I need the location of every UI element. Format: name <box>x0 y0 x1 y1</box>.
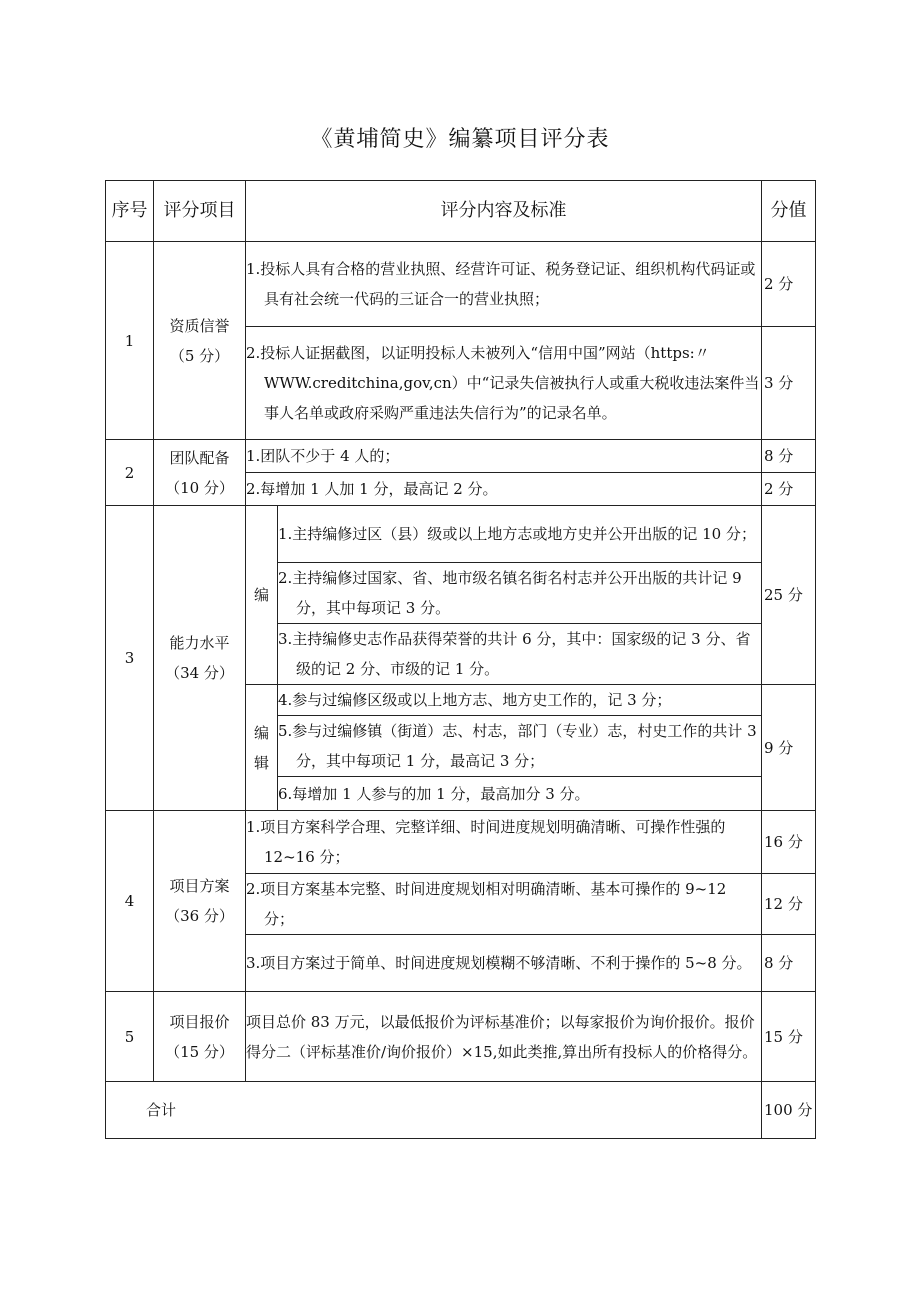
table-row <box>106 242 816 327</box>
criterion <box>278 563 761 624</box>
criterion <box>278 777 761 811</box>
scoring-table <box>105 180 816 1139</box>
header-score: 分值 <box>762 181 816 242</box>
table-row <box>106 811 816 874</box>
criterion-score: 2 分 <box>762 242 816 327</box>
row-number: 2 <box>106 440 154 506</box>
criterion <box>246 874 762 935</box>
item-points: （36 分） <box>165 907 234 925</box>
criterion <box>246 242 762 327</box>
page-title: 《黄埔简史》编纂项目评分表 <box>310 127 610 152</box>
criterion-text: 5.参与过编修镇（街道）志、村志，部门（专业）志，村史工作的共计 3 分，其中每项记 1 分，最高记 3 分； <box>278 722 757 770</box>
criterion-text: 2.每增加 1 人加 1 分，最高记 2 分。 <box>246 480 498 498</box>
subgroup-criteria <box>278 506 762 685</box>
subgroup-criteria <box>278 685 762 811</box>
criterion <box>246 440 762 473</box>
scoring-item <box>154 506 246 811</box>
criterion-text: 1.主持编修过区（县）级或以上地方志或地方史并公开出版的记 10 分； <box>278 525 756 543</box>
criterion-score: 2 分 <box>762 473 816 506</box>
total-score: 100 分 <box>762 1082 816 1139</box>
item-points: （15 分） <box>165 1042 234 1061</box>
criterion-text: 1.项目方案科学合理、完整详细、时间进度规划明确清晰、可操作性强的 12~16 分； <box>246 818 726 866</box>
header-no: 序号 <box>106 181 154 242</box>
criterion <box>246 327 762 440</box>
item-points: （34 分） <box>165 664 234 682</box>
criterion-score: 12 分 <box>762 874 816 935</box>
criterion-score: 8 分 <box>762 440 816 473</box>
criterion-text: 2.主持编修过国家、省、地市级名镇名街名村志并公开出版的共计记 9 分，其中每项记 3 分。 <box>278 569 742 617</box>
subgroup-label: 编 <box>246 506 278 685</box>
criterion-text: 1.投标人具有合格的营业执照、经营许可证、税务登记证、组织机构代码证或具有社会统一代码的三证合一的营业执照； <box>246 260 756 308</box>
criterion-text: 2.项目方案基本完整、时间进度规划相对明确清晰、基本可操作的 9~12 分； <box>246 880 727 928</box>
criterion-text: 项目总价 83 万元，以最低报价为评标基准价；以每家报价为询价报价。报价得分二（评标基准价/询价报价）×15,如此类推,算出所有投标人的价格得分。 <box>246 1012 758 1061</box>
total-label: 合计 <box>106 1082 762 1139</box>
criterion-score: 9 分 <box>762 685 816 811</box>
scoring-item <box>154 440 246 506</box>
row-number: 3 <box>106 506 154 811</box>
subgroup-label-text: 编辑 <box>254 723 270 772</box>
table-row <box>106 506 816 685</box>
header-content: 评分内容及标准 <box>246 181 762 242</box>
table-row <box>106 992 816 1082</box>
criterion-text: 4.参与过编修区级或以上地方志、地方史工作的，记 3 分； <box>278 691 672 709</box>
criterion-text: 3.主持编修史志作品获得荣誉的共计 6 分，其中：国家级的记 3 分、省级的记 2 分、市级的记 1 分。 <box>278 630 751 678</box>
criterion-text: 3.项目方案过于简单、时间进度规划模糊不够清晰、不利于操作的 5~8 分。 <box>246 954 752 972</box>
scoring-item <box>154 811 246 992</box>
criterion-text: 2.投标人证据截图，以证明投标人未被列入“信用中国”网站（https:〃WWW.creditchina,gov,cn）中“记录失信被执行人或重大税收违法案件当事人名单或政府采购严重违法失信行为”的记录名单。 <box>246 344 760 422</box>
row-number: 1 <box>106 242 154 440</box>
item-points: （10 分） <box>165 478 234 497</box>
header-item: 评分项目 <box>154 181 246 242</box>
total-row <box>106 1082 816 1139</box>
criterion <box>278 624 761 685</box>
row-number: 5 <box>106 992 154 1082</box>
subgroup-label <box>246 685 278 811</box>
criterion <box>246 935 762 992</box>
table-row <box>106 440 816 473</box>
criterion-text: 1.团队不少于 4 人的； <box>246 447 400 465</box>
item-name: 项目方案 <box>169 877 230 895</box>
item-name: 项目报价 <box>169 1012 230 1031</box>
scoring-item <box>154 242 246 440</box>
criterion <box>278 716 761 777</box>
item-name: 团队配备 <box>169 448 230 467</box>
criterion-score: 15 分 <box>762 992 816 1082</box>
criterion-score: 16 分 <box>762 811 816 874</box>
row-number: 4 <box>106 811 154 992</box>
criterion <box>278 506 761 563</box>
header-row <box>106 181 816 242</box>
item-name: 资质信誉 <box>169 316 230 335</box>
criterion-text: 6.每增加 1 人参与的加 1 分，最高加分 3 分。 <box>278 784 590 803</box>
criterion-score: 8 分 <box>762 935 816 992</box>
criterion-score: 3 分 <box>762 327 816 440</box>
item-name: 能力水平 <box>169 634 230 652</box>
criterion <box>246 811 762 874</box>
item-points: （5 分） <box>169 346 230 365</box>
criterion-score: 25 分 <box>762 506 816 685</box>
criterion <box>246 473 762 506</box>
criterion <box>246 992 762 1082</box>
criterion <box>278 685 761 716</box>
scoring-item <box>154 992 246 1082</box>
